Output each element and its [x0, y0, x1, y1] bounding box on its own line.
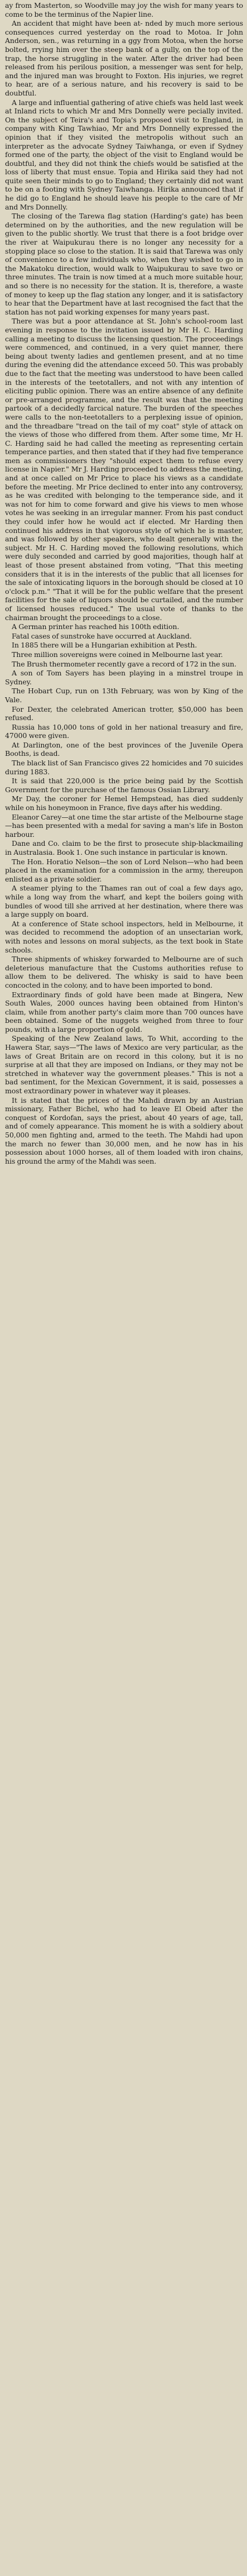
- paragraph-26: Speaking of the New Zealand laws, To Whit, according to the Hawera Star, says—"The laws of Mexico are very particular, as the laws of Great Britain are on record in this colony, but it is no surprise at all that they are imposed on Indians, or they may not be stretched in whatever way the government pleases." This is not a bad sentiment, for the Mexican Government, it is said, possesses a most extraordinary power in whatever way it pleases.: [5, 1034, 243, 1096]
- paragraph-10: The Brush thermometer recently gave a record of 172 in the sun.: [12, 659, 237, 668]
- paragraph-14: Russia has 10,000 tons of gold in her national treasury and fire, 47000 were given.: [5, 722, 243, 740]
- paragraph-22: A steamer plying to the Thames ran out of coal a few days ago, while a long way from the wharf, and kept the boilers going with bundles of wood till she arrived at her destination, where there was a large supply on board.: [5, 884, 243, 919]
- paragraph-27: It is stated that the prices of the Mahdi drawn by an Austrian missionary, Father Bichel, who had to leave El Obeid after the conquest of Kordofan, says the priest, about 40 years of age, tall, and of comely appearance. This moment he is with a soldiery about 50,000 men fighting and, armed to the teeth. The Mahdi had upon the march no fewer than 30,000 men, and he now has in his possession about 1000 horses, all of them loaded with iron chains, his ground the army of the Mahdi was seen.: [5, 1096, 243, 1165]
- paragraph-8: In 1885 there will be a Hungarian exhibition at Pesth.: [12, 641, 197, 650]
- paragraph-4: The closing of the Tarewa flag station (Harding's gate) has been determined on by the authorities, and the new regulation will be given to the public shortly. We trust that there is a foot bridge over the river at Waipukurau there is no longer any necessity for a stopping place so close to the station. It is said that Tarewa was only of convenience to a few individuals who, when they wished to go in the Makatoku direction, would walk to Waipukurau to save two or three minutes. The train is now timed at a much more suitable hour, and so there is no necessity for the station. It is, therefore, a waste of money to keep up the flag station any longer, and it is satisfactory to hear that the Department have at last recognised the fact that the station has not paid working expenses for many years past.: [5, 212, 243, 316]
- paragraph-17: It is said that 220,000 is the price being paid by the Scottish Government for the purchase of the famous Ossian Library.: [5, 777, 243, 794]
- paragraph-11: A son of Tom Sayers has been playing in a minstrel troupe in Sydney.: [5, 669, 243, 686]
- paragraph-7: Fatal cases of sunstroke have occurred at Auckland.: [12, 631, 192, 640]
- paragraph-19: Eleanor Carey—at one time the star artiste of the Melbourne stage—has been presented with a medal for saving a man's life in Boston harbour.: [5, 812, 243, 839]
- paragraph-3: A large and influential gathering of ative chiefs was held last week at Inland ricts to which Mr and Mrs Donnelly were pecially invited. On the subject of Teira's and Topia's proposed visit to England, in company with King Tawhiao, Mr and Mrs Donnelly expressed the opinion that if they visited the metropolis without such an interpreter as the advocate Sydney Taiwhanga, or even if Sydney formed one of the party, the object of the visit to England would be doubtful, and they did not think the chiefs would be satisfied at the loss of liberty that must ensue. Topia and Hirika said they had not quite seen their minds to go to England; they certainly did not want to be on a footing with Sydney Taiwhanga. Hirika announced that if he did go to England he should leave his people to the care of Mr and Mrs Donnelly.: [5, 98, 243, 211]
- paragraph-23: At a conference of State school inspectors, held in Melbourne, it was decided to recommend the adoption of an unsectarian work, with notes and lessons on moral subjects, as the text book in State schools.: [5, 919, 243, 954]
- paragraph-24: Three shipments of whiskey forwarded to Melbourne are of such deleterious manufacture that the Customs authorities refuse to allow them to be delivered. The whisky is said to have been concocted in the colony, and to have been imported to bond.: [5, 955, 243, 989]
- paragraph-20: Dane and Co. claim to be the first to prosecute ship-blackmailing in Australasia. Book 1. One such instance in particular is known.: [5, 839, 243, 856]
- paragraph-12: The Hobart Cup, run on 13th February, was won by King of the Vale.: [5, 687, 243, 704]
- paragraph-1: ay from Masterton, so Woodville may joy the wish for many years to come to be the terminus of the Napier line.: [5, 1, 243, 18]
- paragraph-13: For Dexter, the celebrated American trotter, $50,000 has been refused.: [5, 704, 243, 722]
- paragraph-15: At Darlington, one of the best provinces of the Juvenile Opera Booths, is dead.: [5, 740, 243, 758]
- paragraph-18: Mr Day, the coroner for Hemel Hempstead, has died suddenly while on his honeymoon in France, five days after his wedding.: [5, 794, 243, 812]
- paragraph-2: An accident that might have been at- nded by much more serious consequences curred yesterday on the road to Motoa. Ir John Anderson, sen., was returning in a ggy from Motoa, when the horse bolted, rrying him over the steep bank of a gully, on the top of the trap, the horse struggling in the water. After the driver had been released from his perilous position, a messenger was sent for help, and the injured man was brought to Foxton. His injuries, we regret to hear, are of a serious nature, and his recovery is said to be doubtful.: [5, 19, 243, 97]
- paragraph-5: There was but a poor attendance at St. John's school-room last evening in response to the invitation issued by Mr H. C. Harding calling a meeting to discuss the licensing question. The proceedings were commenced, and continued, in a very quiet manner, there being about twenty ladies and gentlemen present, and at no time during the evening did the attendance exceed 50. This was probably due to the fact that the meeting was understood to have been called in the interests of the teetotallers, and not with any intention of eliciting public opinion. There was an entire absence of any definite or pre-arranged programme, and the result was that the meeting partook of a decidedly farcical nature. The burden of the speeches were calls to the non-teetotallers to a perplexing issue of opinion, and the threadbare "tread on the tail of my coat" style of attack on the views of those who differed from them. After some time, Mr H. C. Harding said he had called the meeting as representing certain temperance parties, and then stated that if they had five temperance men as commissioners they "should expect them to refuse every license in Napier." Mr J. Harding proceeded to address the meeting, and at once called on Mr Price to place his views as a candidate before the meeting. Mr Price declined to enter into any controversy, as he was credited with belonging to the temperance side, and it was not for him to come forward and give his views to men whose votes he was seeking in an irregular manner. From his past conduct they could infer how he would act if elected. Mr Harding then continued his address in that vigorous style of which he is master, and was followed by other speakers, who dealt generally with the subject. Mr H. C. Harding moved the following resolutions, which were duly seconded and carried by good majorities, though half at least of those present abstained from voting, "That this meeting considers that it is in the interests of the public that all licenses for the sale of intoxicating liquors in the borough should be closed at 10 o'clock p.m." "That it will be for the public welfare that the present facilities for the sale of liquors should be curtailed, and the number of licensed houses reduced." The usual vote of thanks to the chairman brought the proceedings to a close.: [5, 317, 243, 622]
- paragraph-9: Three million sovereigns were coined in Melbourne last year.: [12, 650, 223, 659]
- paragraph-21: The Hon. Horatio Nelson—the son of Lord Nelson—who had been placed in the examination for a commission in the army, thereupon enlisted as a private soldier.: [5, 857, 243, 883]
- paragraph-25: Extraordinary finds of gold have been made at Bingera, New South Wales, 2000 ounces having been obtained from Hinton's claim, while from another party's claim more than 700 ounces have been obtained. Some of the nuggets weighed from three to four pounds, with a large proportion of gold.: [5, 990, 243, 1034]
- paragraph-16: The black list of San Francisco gives 22 homicides and 70 suicides during 1883.: [5, 759, 243, 776]
- paragraph-6: A German printer has reached his 100th edition.: [12, 622, 180, 631]
